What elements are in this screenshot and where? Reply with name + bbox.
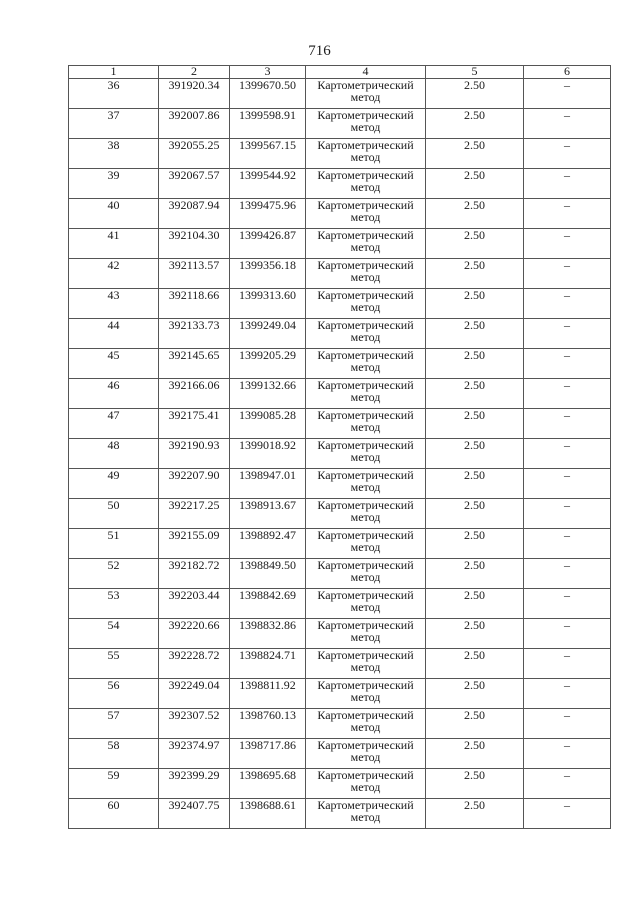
table-row bbox=[69, 709, 611, 739]
accuracy-cell: 2.50 bbox=[426, 709, 524, 739]
x-coordinate-cell: 392307.52 bbox=[159, 709, 230, 739]
point-number-cell: 50 bbox=[69, 499, 159, 529]
point-number-cell: 47 bbox=[69, 409, 159, 439]
table-header bbox=[69, 66, 611, 79]
y-coordinate-cell: 1399313.60 bbox=[230, 289, 306, 319]
header-col-3: 3 bbox=[230, 66, 306, 79]
header-row bbox=[69, 66, 611, 79]
accuracy-cell: 2.50 bbox=[426, 199, 524, 229]
y-coordinate-cell: 1398717.86 bbox=[230, 739, 306, 769]
point-number-cell: 42 bbox=[69, 259, 159, 289]
accuracy-cell: 2.50 bbox=[426, 529, 524, 559]
accuracy-cell: 2.50 bbox=[426, 259, 524, 289]
y-coordinate-cell: 1399018.92 bbox=[230, 439, 306, 469]
accuracy-cell: 2.50 bbox=[426, 169, 524, 199]
method-cell: Картометрический метод bbox=[306, 139, 426, 169]
method-cell: Картометрический метод bbox=[306, 259, 426, 289]
method-cell: Картометрический метод bbox=[306, 379, 426, 409]
y-coordinate-cell: 1398913.67 bbox=[230, 499, 306, 529]
method-cell: Картометрический метод bbox=[306, 409, 426, 439]
table-body bbox=[69, 79, 611, 829]
x-coordinate-cell: 392113.57 bbox=[159, 259, 230, 289]
x-coordinate-cell: 392203.44 bbox=[159, 589, 230, 619]
note-cell: – bbox=[524, 679, 611, 709]
method-cell: Картометрический метод bbox=[306, 319, 426, 349]
note-cell: – bbox=[524, 799, 611, 829]
x-coordinate-cell: 392374.97 bbox=[159, 739, 230, 769]
x-coordinate-cell: 392190.93 bbox=[159, 439, 230, 469]
note-cell: – bbox=[524, 649, 611, 679]
y-coordinate-cell: 1399205.29 bbox=[230, 349, 306, 379]
table-row bbox=[69, 349, 611, 379]
table-row bbox=[69, 379, 611, 409]
header-col-2: 2 bbox=[159, 66, 230, 79]
x-coordinate-cell: 392207.90 bbox=[159, 469, 230, 499]
note-cell: – bbox=[524, 79, 611, 109]
table-row bbox=[69, 559, 611, 589]
y-coordinate-cell: 1398688.61 bbox=[230, 799, 306, 829]
accuracy-cell: 2.50 bbox=[426, 379, 524, 409]
method-cell: Картометрический метод bbox=[306, 739, 426, 769]
table-row bbox=[69, 229, 611, 259]
note-cell: – bbox=[524, 229, 611, 259]
x-coordinate-cell: 392399.29 bbox=[159, 769, 230, 799]
x-coordinate-cell: 392007.86 bbox=[159, 109, 230, 139]
method-cell: Картометрический метод bbox=[306, 589, 426, 619]
y-coordinate-cell: 1399356.18 bbox=[230, 259, 306, 289]
method-cell: Картометрический метод bbox=[306, 709, 426, 739]
x-coordinate-cell: 392249.04 bbox=[159, 679, 230, 709]
x-coordinate-cell: 392166.06 bbox=[159, 379, 230, 409]
x-coordinate-cell: 392220.66 bbox=[159, 619, 230, 649]
point-number-cell: 38 bbox=[69, 139, 159, 169]
x-coordinate-cell: 392228.72 bbox=[159, 649, 230, 679]
table-row bbox=[69, 409, 611, 439]
x-coordinate-cell: 392155.09 bbox=[159, 529, 230, 559]
point-number-cell: 40 bbox=[69, 199, 159, 229]
note-cell: – bbox=[524, 619, 611, 649]
accuracy-cell: 2.50 bbox=[426, 799, 524, 829]
note-cell: – bbox=[524, 289, 611, 319]
note-cell: – bbox=[524, 469, 611, 499]
table-row bbox=[69, 199, 611, 229]
method-cell: Картометрический метод bbox=[306, 769, 426, 799]
note-cell: – bbox=[524, 589, 611, 619]
accuracy-cell: 2.50 bbox=[426, 679, 524, 709]
table-row bbox=[69, 109, 611, 139]
note-cell: – bbox=[524, 709, 611, 739]
y-coordinate-cell: 1398824.71 bbox=[230, 649, 306, 679]
accuracy-cell: 2.50 bbox=[426, 439, 524, 469]
y-coordinate-cell: 1398832.86 bbox=[230, 619, 306, 649]
note-cell: – bbox=[524, 259, 611, 289]
point-number-cell: 44 bbox=[69, 319, 159, 349]
point-number-cell: 37 bbox=[69, 109, 159, 139]
accuracy-cell: 2.50 bbox=[426, 349, 524, 379]
accuracy-cell: 2.50 bbox=[426, 139, 524, 169]
method-cell: Картометрический метод bbox=[306, 499, 426, 529]
x-coordinate-cell: 392182.72 bbox=[159, 559, 230, 589]
point-number-cell: 58 bbox=[69, 739, 159, 769]
header-col-6: 6 bbox=[524, 66, 611, 79]
y-coordinate-cell: 1399670.50 bbox=[230, 79, 306, 109]
point-number-cell: 49 bbox=[69, 469, 159, 499]
y-coordinate-cell: 1399249.04 bbox=[230, 319, 306, 349]
method-cell: Картометрический метод bbox=[306, 619, 426, 649]
y-coordinate-cell: 1398811.92 bbox=[230, 679, 306, 709]
note-cell: – bbox=[524, 199, 611, 229]
point-number-cell: 41 bbox=[69, 229, 159, 259]
method-cell: Картометрический метод bbox=[306, 439, 426, 469]
header-col-1: 1 bbox=[69, 66, 159, 79]
table-row bbox=[69, 169, 611, 199]
table-row bbox=[69, 619, 611, 649]
point-number-cell: 59 bbox=[69, 769, 159, 799]
table-row bbox=[69, 529, 611, 559]
accuracy-cell: 2.50 bbox=[426, 289, 524, 319]
coordinates-table bbox=[68, 65, 611, 829]
point-number-cell: 51 bbox=[69, 529, 159, 559]
point-number-cell: 52 bbox=[69, 559, 159, 589]
point-number-cell: 43 bbox=[69, 289, 159, 319]
table-row bbox=[69, 469, 611, 499]
header-col-5: 5 bbox=[426, 66, 524, 79]
point-number-cell: 60 bbox=[69, 799, 159, 829]
table-row bbox=[69, 289, 611, 319]
x-coordinate-cell: 392217.25 bbox=[159, 499, 230, 529]
method-cell: Картометрический метод bbox=[306, 289, 426, 319]
accuracy-cell: 2.50 bbox=[426, 319, 524, 349]
table-row bbox=[69, 79, 611, 109]
accuracy-cell: 2.50 bbox=[426, 619, 524, 649]
accuracy-cell: 2.50 bbox=[426, 559, 524, 589]
method-cell: Картометрический метод bbox=[306, 169, 426, 199]
y-coordinate-cell: 1398842.69 bbox=[230, 589, 306, 619]
note-cell: – bbox=[524, 379, 611, 409]
x-coordinate-cell: 392104.30 bbox=[159, 229, 230, 259]
point-number-cell: 54 bbox=[69, 619, 159, 649]
table-row bbox=[69, 799, 611, 829]
note-cell: – bbox=[524, 349, 611, 379]
point-number-cell: 48 bbox=[69, 439, 159, 469]
y-coordinate-cell: 1398947.01 bbox=[230, 469, 306, 499]
table-row bbox=[69, 739, 611, 769]
y-coordinate-cell: 1399132.66 bbox=[230, 379, 306, 409]
x-coordinate-cell: 392055.25 bbox=[159, 139, 230, 169]
accuracy-cell: 2.50 bbox=[426, 589, 524, 619]
y-coordinate-cell: 1398849.50 bbox=[230, 559, 306, 589]
point-number-cell: 45 bbox=[69, 349, 159, 379]
header-col-4: 4 bbox=[306, 66, 426, 79]
note-cell: – bbox=[524, 409, 611, 439]
point-number-cell: 55 bbox=[69, 649, 159, 679]
page-number: 716 bbox=[308, 43, 331, 59]
accuracy-cell: 2.50 bbox=[426, 109, 524, 139]
accuracy-cell: 2.50 bbox=[426, 739, 524, 769]
table-row bbox=[69, 649, 611, 679]
x-coordinate-cell: 392118.66 bbox=[159, 289, 230, 319]
method-cell: Картометрический метод bbox=[306, 529, 426, 559]
x-coordinate-cell: 392133.73 bbox=[159, 319, 230, 349]
note-cell: – bbox=[524, 139, 611, 169]
point-number-cell: 46 bbox=[69, 379, 159, 409]
note-cell: – bbox=[524, 559, 611, 589]
y-coordinate-cell: 1398760.13 bbox=[230, 709, 306, 739]
note-cell: – bbox=[524, 439, 611, 469]
method-cell: Картометрический метод bbox=[306, 229, 426, 259]
y-coordinate-cell: 1398892.47 bbox=[230, 529, 306, 559]
x-coordinate-cell: 392407.75 bbox=[159, 799, 230, 829]
accuracy-cell: 2.50 bbox=[426, 229, 524, 259]
table-row bbox=[69, 499, 611, 529]
point-number-cell: 57 bbox=[69, 709, 159, 739]
point-number-cell: 36 bbox=[69, 79, 159, 109]
method-cell: Картометрический метод bbox=[306, 79, 426, 109]
y-coordinate-cell: 1399544.92 bbox=[230, 169, 306, 199]
table-row bbox=[69, 319, 611, 349]
y-coordinate-cell: 1398695.68 bbox=[230, 769, 306, 799]
accuracy-cell: 2.50 bbox=[426, 409, 524, 439]
method-cell: Картометрический метод bbox=[306, 559, 426, 589]
x-coordinate-cell: 392087.94 bbox=[159, 199, 230, 229]
note-cell: – bbox=[524, 319, 611, 349]
note-cell: – bbox=[524, 109, 611, 139]
y-coordinate-cell: 1399426.87 bbox=[230, 229, 306, 259]
table-row bbox=[69, 679, 611, 709]
accuracy-cell: 2.50 bbox=[426, 469, 524, 499]
method-cell: Картометрический метод bbox=[306, 199, 426, 229]
x-coordinate-cell: 392067.57 bbox=[159, 169, 230, 199]
note-cell: – bbox=[524, 499, 611, 529]
x-coordinate-cell: 392145.65 bbox=[159, 349, 230, 379]
table-row bbox=[69, 439, 611, 469]
table-row bbox=[69, 589, 611, 619]
point-number-cell: 39 bbox=[69, 169, 159, 199]
y-coordinate-cell: 1399085.28 bbox=[230, 409, 306, 439]
method-cell: Картометрический метод bbox=[306, 469, 426, 499]
accuracy-cell: 2.50 bbox=[426, 649, 524, 679]
accuracy-cell: 2.50 bbox=[426, 499, 524, 529]
x-coordinate-cell: 392175.41 bbox=[159, 409, 230, 439]
note-cell: – bbox=[524, 169, 611, 199]
x-coordinate-cell: 391920.34 bbox=[159, 79, 230, 109]
accuracy-cell: 2.50 bbox=[426, 769, 524, 799]
point-number-cell: 53 bbox=[69, 589, 159, 619]
y-coordinate-cell: 1399475.96 bbox=[230, 199, 306, 229]
note-cell: – bbox=[524, 739, 611, 769]
method-cell: Картометрический метод bbox=[306, 799, 426, 829]
method-cell: Картометрический метод bbox=[306, 109, 426, 139]
note-cell: – bbox=[524, 529, 611, 559]
point-number-cell: 56 bbox=[69, 679, 159, 709]
method-cell: Картометрический метод bbox=[306, 349, 426, 379]
y-coordinate-cell: 1399598.91 bbox=[230, 109, 306, 139]
accuracy-cell: 2.50 bbox=[426, 79, 524, 109]
y-coordinate-cell: 1399567.15 bbox=[230, 139, 306, 169]
method-cell: Картометрический метод bbox=[306, 649, 426, 679]
table-row bbox=[69, 259, 611, 289]
method-cell: Картометрический метод bbox=[306, 679, 426, 709]
table-row bbox=[69, 139, 611, 169]
table-row bbox=[69, 769, 611, 799]
note-cell: – bbox=[524, 769, 611, 799]
